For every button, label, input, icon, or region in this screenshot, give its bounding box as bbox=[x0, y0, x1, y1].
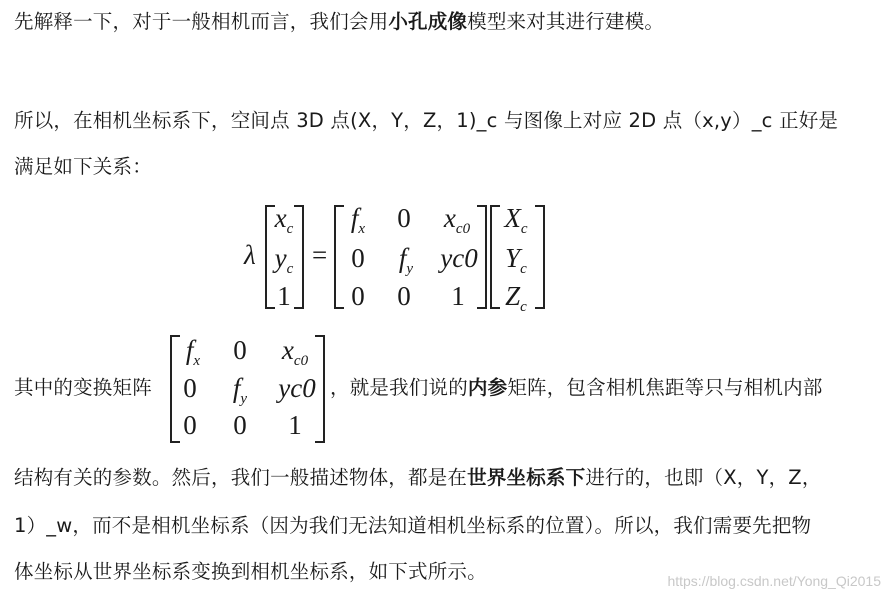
paragraph-world-line3: 体坐标从世界坐标系变换到相机坐标系，如下式所示。 bbox=[14, 560, 487, 583]
inline-cell-r3c2: 0 bbox=[233, 410, 247, 440]
inline-cell-r2c1: 0 bbox=[183, 373, 197, 403]
inline-cell-r3c1: 0 bbox=[183, 410, 197, 440]
inline-cell-r3c3: 1 bbox=[288, 410, 302, 440]
world-line1-after: 进行的，也即（X，Y，Z， bbox=[585, 466, 822, 489]
matrix-cell-r1c3: $x_{c0}$ bbox=[443, 203, 471, 237]
world-bold-term: 世界坐标系下 bbox=[467, 466, 586, 489]
paragraph-relation-line1: 所以，在相机坐标系下，空间点 3D 点(X，Y，Z，1)_c 与图像上对应 2D 点（x,y）_c 正好是 bbox=[14, 109, 839, 132]
vec-left-row2: $y_c$ bbox=[274, 243, 294, 277]
lambda-symbol: λ bbox=[244, 240, 256, 270]
matrix-cell-r2c2: $f_y$ bbox=[398, 243, 414, 277]
matrix-cell-r1c1: $f_x$ bbox=[350, 203, 366, 237]
intro-bold-term: 小孔成像 bbox=[388, 10, 468, 33]
vec-right-row1: $X_c$ bbox=[504, 203, 528, 237]
intro-text-before: 先解释一下，对于一般相机而言，我们会用 bbox=[14, 10, 389, 33]
vec-right-row3: $Z_c$ bbox=[505, 281, 527, 315]
paragraph-world-line1 bbox=[14, 464, 822, 492]
matrix-cell-r3c2: 0 bbox=[397, 281, 411, 311]
matrix-cell-r1c2: 0 bbox=[397, 203, 411, 233]
inline-cell-r1c2: 0 bbox=[233, 335, 247, 365]
intrinsic-after-text: 矩阵，包含相机焦距等只与相机内部 bbox=[507, 376, 823, 399]
vec-left-row3: 1 bbox=[277, 281, 291, 311]
vec-right-row2: $Y_c$ bbox=[505, 243, 527, 277]
paragraph-intrinsic-prefix: 其中的变换矩阵 bbox=[14, 376, 152, 399]
vec-right-close-bracket bbox=[535, 205, 545, 309]
world-line1-before: 结构有关的参数。然后，我们一般描述物体，都是在 bbox=[14, 466, 468, 489]
inline-cell-r1c3: $x_{c0}$ bbox=[281, 335, 309, 369]
paragraph-intro bbox=[14, 8, 664, 36]
vec-left-row1: $x_c$ bbox=[274, 203, 294, 237]
watermark-url: https://blog.csdn.net/Yong_Qi2015 bbox=[667, 573, 881, 589]
paragraph-world-line2: 1）_w，而不是相机坐标系（因为我们无法知道相机坐标系的位置）。所以，我们需要先把物 bbox=[14, 514, 812, 537]
paragraph-intrinsic-suffix bbox=[330, 374, 823, 402]
matrix-cell-r2c1: 0 bbox=[351, 243, 365, 273]
paragraph-relation-line2: 满足如下关系： bbox=[14, 155, 152, 178]
intrinsic-mid-text: ，就是我们说的 bbox=[330, 376, 468, 399]
matrix-cell-r3c3: 1 bbox=[451, 281, 465, 311]
intro-text-after: 模型来对其进行建模。 bbox=[467, 10, 665, 33]
equals-sign: = bbox=[312, 240, 328, 270]
inline-cell-r2c2: $f_y$ bbox=[232, 373, 248, 407]
intrinsic-bold-term: 内参 bbox=[467, 376, 508, 399]
matrix-cell-r3c1: 0 bbox=[351, 281, 365, 311]
inline-cell-r1c1: $f_x$ bbox=[185, 335, 201, 369]
matrix-cell-r2c3: yc0 bbox=[440, 243, 478, 273]
inline-cell-r2c3: yc0 bbox=[278, 373, 316, 403]
